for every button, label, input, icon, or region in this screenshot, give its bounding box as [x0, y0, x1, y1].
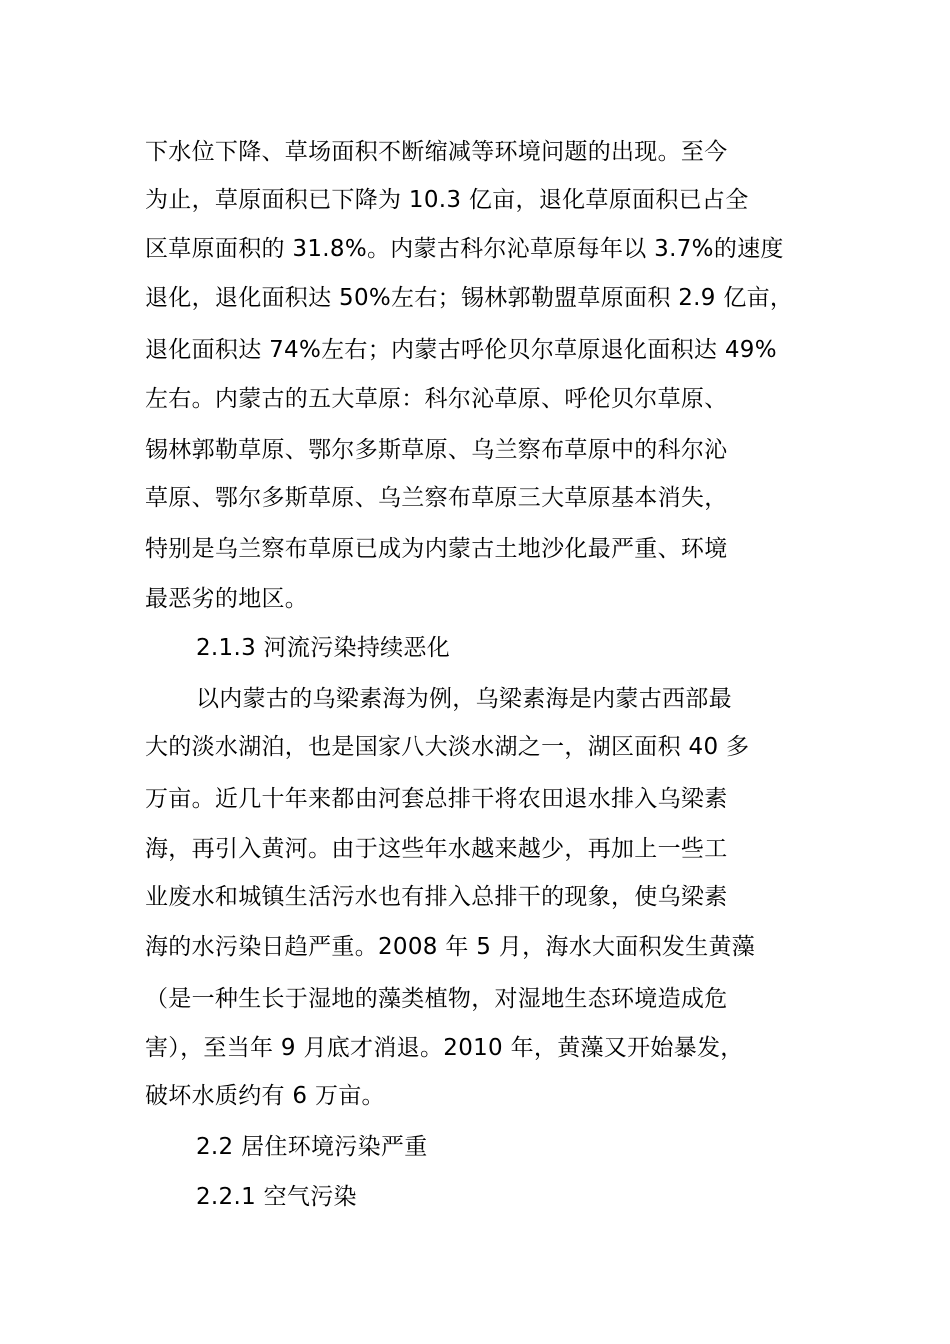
text-line: 下水位下降、草场面积不断缩减等环境问题的出现。至今 [145, 139, 728, 165]
text-line: 特别是乌兰察布草原已成为内蒙古土地沙化最严重、环境 [145, 536, 728, 562]
text-line: 害），至当年 9 月底才消退。2010 年，黄藻又开始暴发， [145, 1035, 744, 1061]
text-line: 大的淡水湖泊，也是国家八大淡水湖之一，湖区面积 40 多 [145, 734, 750, 760]
text-line: 为止，草原面积已下降为 10.3 亿亩，退化草原面积已占全 [145, 187, 749, 213]
text-line: 业废水和城镇生活污水也有排入总排干的现象，使乌梁素 [145, 884, 728, 910]
section-heading: 2.2 居住环境污染严重 [196, 1134, 428, 1160]
text-line: 最恶劣的地区。 [145, 586, 309, 612]
section-heading: 2.1.3 河流污染持续恶化 [196, 635, 451, 661]
text-line: 海的水污染日趋严重。2008 年 5 月，海水大面积发生黄藻 [145, 934, 756, 960]
text-line: 区草原面积的 31.8%。内蒙古科尔沁草原每年以 3.7%的速度 [145, 236, 784, 262]
text-line: 左右。内蒙古的五大草原：科尔沁草原、呼伦贝尔草原、 [145, 386, 728, 412]
text-line: （是一种生长于湿地的藻类植物，对湿地生态环境造成危 [145, 986, 728, 1012]
text-line: 破坏水质约有 6 万亩。 [145, 1083, 385, 1109]
text-line: 以内蒙古的乌梁素海为例，乌梁素海是内蒙古西部最 [196, 686, 732, 712]
text-line: 草原、鄂尔多斯草原、乌兰察布草原三大草原基本消失， [145, 485, 728, 511]
text-line: 锡林郭勒草原、鄂尔多斯草原、乌兰察布草原中的科尔沁 [145, 437, 728, 463]
text-line: 退化面积达 74%左右；内蒙古呼伦贝尔草原退化面积达 49% [145, 337, 777, 363]
text-line: 海，再引入黄河。由于这些年水越来越少，再加上一些工 [145, 836, 728, 862]
text-line: 万亩。近几十年来都由河套总排干将农田退水排入乌梁素 [145, 786, 728, 812]
text-line: 退化，退化面积达 50%左右；锡林郭勒盟草原面积 2.9 亿亩， [145, 285, 794, 311]
section-heading: 2.2.1 空气污染 [196, 1184, 357, 1210]
